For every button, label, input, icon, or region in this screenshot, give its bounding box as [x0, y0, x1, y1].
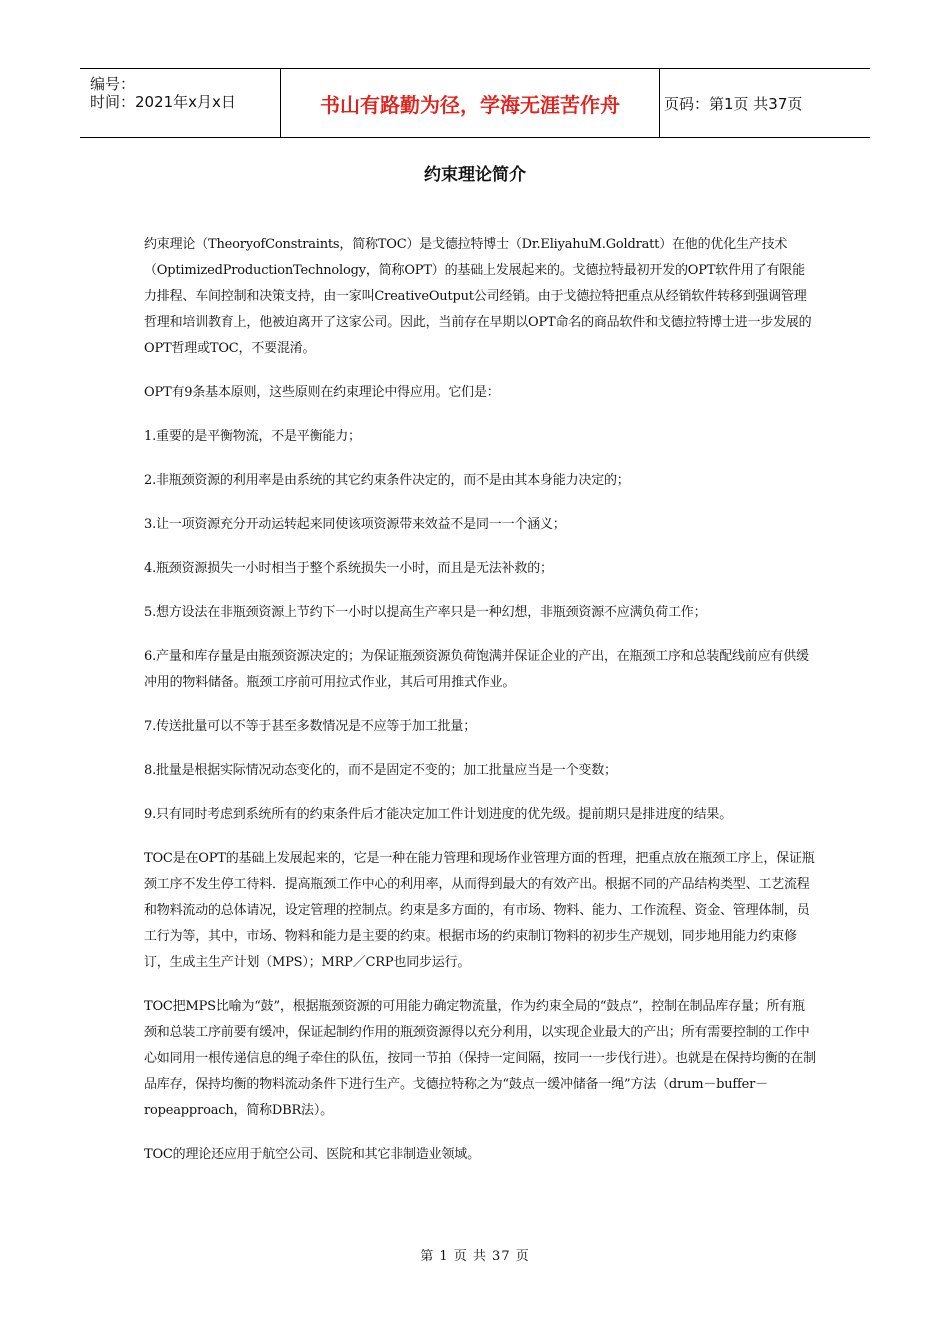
paragraph-dbr-method: TOC把MPS比喻为“鼓”，根据瓶颈资源的可用能力确定物流量，作为约束全局的“鼓点”，控制在制品库存量；所有瓶颈和总装工序前要有缓冲，保证起制约作用的瓶颈资源得以充分利用，以实现企业最大的产出；所有需要控制的工作中心如同用一根传递信息的绳子牵住的队伍，按同一节拍（保持一定间隔，按同一一步伐行进）。也就是在保持均衡的在制品库存，保持均衡的物料流动条件下进行生产。戈德拉特称之为“鼓点一缓冲储备一绳”方法（drum－buffer－ropeapproach，简称DBR法）。 [144, 999, 816, 1118]
principle-item: 3.让一项资源充分开动运转起来同使该项资源带来效益不是同一一个涵义； [144, 517, 566, 532]
document-body [144, 232, 816, 1168]
header-motto: 书山有路勤为径，学海无涯苦作舟 [280, 69, 660, 137]
principle-item: 7.传送批量可以不等于甚至多数情况是不应等于加工批量； [144, 719, 477, 734]
document-title: 约束理论简介 [424, 165, 526, 185]
principle-item: 6.产量和库存量是由瓶颈资源决定的；为保证瓶颈资源负荷饱满并保证企业的产出，在瓶颈工序和总装配线前应有供缓冲用的物料储备。瓶颈工序前可用拉式作业，其后可用推式作业。 [144, 649, 809, 690]
paragraph-intro: 约束理论（TheoryofConstraints，简称TOC）是戈德拉特博士（Dr.EliyahuM.Goldratt）在他的优化生产技术（OptimizedProductionTechnology，简称OPT）的基础上发展起来的。戈德拉特最初开发的OPT软件用了有限能力排程、车间控制和决策支持，由一家叫CreativeOutput公司经销。由于戈德拉特把重点从经销软件转移到强调管理哲理和培训教育上，他被迫离开了这家公司。因此，当前存在早期以OPT命名的商品软件和戈德拉特博士进一步发展的OPT哲理或TOC，不要混淆。 [144, 237, 812, 356]
principle-item: 9.只有同时考虑到系统所有的约束条件后才能决定加工件计划进度的优先级。提前期只是排进度的结果。 [144, 807, 733, 822]
document-date: 时间：2021年x月x日 [90, 93, 236, 111]
principle-item: 1.重要的是平衡物流，不是平衡能力； [144, 429, 361, 444]
page-header [80, 68, 870, 138]
paragraph-toc-description: TOC是在OPT的基础上发展起来的，它是一种在能力管理和现场作业管理方面的哲理，把重点放在瓶颈工序上，保证瓶颈工序不发生停工待料．提高瓶颈工作中心的利用率，从而得到最大的有效产出。根据不同的产品结构类型、工艺流程和物料流动的总体请况，设定管理的控制点。约束是多方面的，有市场、物料、能力、工作流程、资金、管理体制，员工行为等，其中，市场、物料和能力是主要的约束。根据市场的约束制订物料的初步生产规划，同步地用能力约束修订，生成主生产计划（MPS）；MRP／CRP也同步运行。 [144, 851, 815, 970]
paragraph-other-applications: TOC的理论还应用于航空公司、医院和其它非制造业领域。 [144, 1147, 480, 1162]
principle-item: 2.非瓶颈资源的利用率是由系统的其它约束条件决定的，而不是由其本身能力决定的； [144, 473, 630, 488]
header-page-info: 页码：第1页 共37页 [664, 94, 803, 113]
principle-item: 5.想方设法在非瓶颈资源上节约下一小时以提高生产率只是一种幻想，非瓶颈资源不应满负荷工作； [144, 605, 707, 620]
principle-item: 4.瓶颈资源损失一小时相当于整个系统损失一小时，而且是无法补救的； [144, 561, 553, 576]
page-footer: 第 1 页 共 37 页 [420, 1249, 530, 1264]
paragraph-principles-intro: OPT有9条基本原则，这些原则在约束理论中得应用。它们是： [144, 385, 500, 400]
header-meta [80, 69, 280, 137]
document-number-label: 编号： [90, 75, 136, 93]
principle-item: 8.批量是根据实际情况动态变化的，而不是固定不变的；加工批量应当是一个变数； [144, 763, 617, 778]
